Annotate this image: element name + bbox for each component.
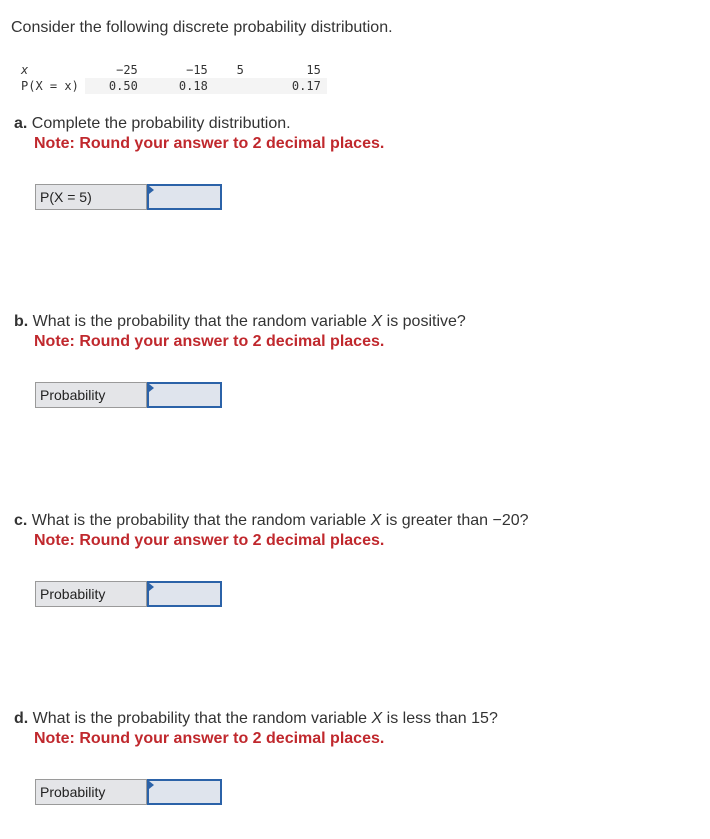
answer-field[interactable] xyxy=(147,581,222,607)
rounding-note: Note: Round your answer to 2 decimal places. xyxy=(34,333,385,350)
x-value: 15 xyxy=(306,63,321,77)
answer-input-c[interactable] xyxy=(149,583,220,605)
answer-input-a[interactable] xyxy=(149,186,220,208)
answer-input-d[interactable] xyxy=(149,781,220,803)
flag-icon xyxy=(149,186,154,194)
p-value: 0.50 xyxy=(85,78,144,94)
rounding-note: Note: Round your answer to 2 decimal places. xyxy=(34,730,385,747)
answer-field[interactable] xyxy=(147,382,222,408)
answer-label: Probability xyxy=(35,779,147,805)
x-value: 5 xyxy=(236,63,244,77)
question-letter: c. xyxy=(14,512,28,529)
question-text: What is the probability that the random variable xyxy=(32,313,368,330)
answer-row-b xyxy=(35,382,222,408)
intro-text: Consider the following discrete probability distribution. xyxy=(11,19,393,36)
variable-x: X xyxy=(371,313,383,330)
flag-icon xyxy=(149,781,154,789)
answer-input-b[interactable] xyxy=(149,384,220,406)
x-header xyxy=(11,62,85,78)
x-value: −25 xyxy=(116,63,138,77)
question-text: What is the probability that the random variable xyxy=(32,710,368,727)
x-header-label: x xyxy=(21,63,29,77)
flag-icon xyxy=(149,583,154,591)
variable-x: X xyxy=(370,512,382,529)
question-b xyxy=(14,312,466,352)
answer-label: Probability xyxy=(35,581,147,607)
question-c xyxy=(14,511,529,551)
answer-row-d xyxy=(35,779,222,805)
answer-row-c xyxy=(35,581,222,607)
question-d xyxy=(14,709,498,749)
distribution-table xyxy=(11,62,327,94)
x-row xyxy=(11,62,327,78)
question-text: Complete the probability distribution. xyxy=(31,115,291,132)
answer-row-a xyxy=(35,184,222,210)
question-letter: d. xyxy=(14,710,29,727)
question-text-end: is greater than −20? xyxy=(385,512,529,529)
question-letter: a. xyxy=(14,115,28,132)
x-value: −15 xyxy=(186,63,208,77)
question-text-end: is positive? xyxy=(386,313,466,330)
question-text: What is the probability that the random variable xyxy=(31,512,367,529)
rounding-note: Note: Round your answer to 2 decimal places. xyxy=(34,532,385,549)
p-value: 0.18 xyxy=(144,78,214,94)
question-text-end: is less than 15? xyxy=(386,710,498,727)
answer-label: Probability xyxy=(35,382,147,408)
variable-x: X xyxy=(371,710,383,727)
rounding-note: Note: Round your answer to 2 decimal places. xyxy=(34,135,385,152)
p-header: P(X = x) xyxy=(11,78,85,94)
answer-label: P(X = 5) xyxy=(35,184,147,210)
question-letter: b. xyxy=(14,313,29,330)
p-row xyxy=(11,78,327,94)
p-value xyxy=(214,78,250,94)
answer-field[interactable] xyxy=(147,184,222,210)
answer-field[interactable] xyxy=(147,779,222,805)
flag-icon xyxy=(149,384,154,392)
p-value: 0.17 xyxy=(250,78,327,94)
question-a xyxy=(14,114,384,154)
